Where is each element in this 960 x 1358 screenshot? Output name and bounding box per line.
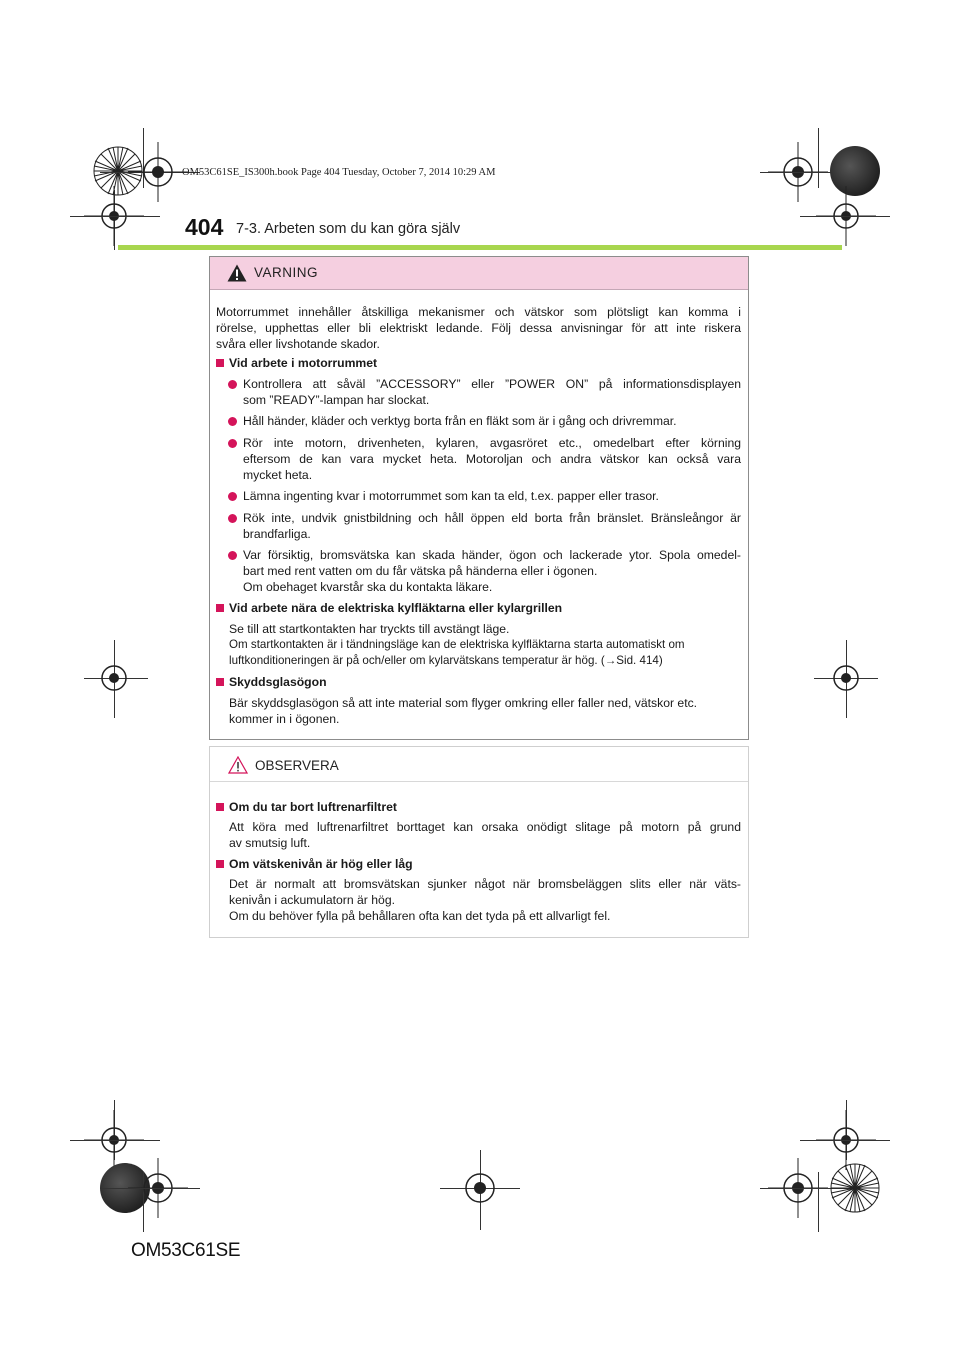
warning-bullet-line: eftersom de kan vara mycket heta. Motoroljan och andra vätskor kan också vara	[243, 452, 741, 466]
bullet-dot-icon	[228, 380, 237, 389]
warning-bullet-line: Lämna ingenting kvar i motorrummet som kan ta eld, t.ex. papper eller trasor.	[243, 489, 659, 503]
header-rule	[118, 245, 842, 250]
section-bullet-icon	[216, 604, 224, 612]
section-bullet-icon	[216, 803, 224, 811]
warning-intro-line: svåra eller livshotande skador.	[216, 337, 380, 351]
book-file-info: OM53C61SE_IS300h.book Page 404 Tuesday, October 7, 2014 10:29 AM	[182, 167, 496, 178]
caution-triangle-icon	[228, 756, 248, 774]
warning-bullet-line: Rök inte, undvik gnistbildning och håll öppen eld borta från bränslet. Bränsleångor är	[243, 511, 741, 525]
bullet-dot-icon	[228, 551, 237, 560]
registration-crosshair-icon	[816, 648, 876, 708]
warning-section-line: kommer in i ögonen.	[229, 712, 340, 726]
observera-box	[209, 746, 749, 938]
warning-bullet-line: Håll händer, kläder och verktyg borta från en fläkt som är i gång och drivremmar.	[243, 414, 677, 428]
observera-header	[210, 747, 748, 782]
warning-title: VARNING	[254, 265, 319, 280]
observera-section-heading: Om du tar bort luftrenarfiltret	[229, 800, 397, 814]
observera-section-line: Om du behöver fylla på behållaren ofta kan det tyda på ett allvarligt fel.	[229, 909, 611, 923]
warning-intro-line: rörelse, upphettas eller bli elektriskt ledande. Följ dessa anvisningar för att inte riskera	[216, 321, 741, 335]
warning-section-line: Se till att startkontakten har tryckts till avstängt läge.	[229, 622, 510, 636]
section-bullet-icon	[216, 359, 224, 367]
observera-section-line: kenivån i ackumulatorn är hög.	[229, 893, 395, 907]
warning-intro-line: Motorrummet innehåller åtskilliga mekanismer och vätskor som plötsligt kan komma i	[216, 305, 741, 319]
warning-section-heading: Skyddsglasögon	[229, 675, 327, 689]
warning-header	[210, 257, 748, 290]
bullet-dot-icon	[228, 417, 237, 426]
warning-bullet-line: Om obehaget kvarstår ska du kontakta läkare.	[243, 580, 493, 594]
warning-section-line: luftkonditioneringen är på och/eller om kylarvätskans temperatur är hög. (→Sid. 414)	[229, 654, 663, 667]
bullet-dot-icon	[228, 514, 237, 523]
page-number: 404	[185, 214, 224, 240]
warning-section-heading: Vid arbete nära de elektriska kylfläktarna eller kylargrillen	[229, 601, 563, 615]
section-bullet-icon	[216, 860, 224, 868]
section-title: 7-3. Arbeten som du kan göra själv	[236, 221, 461, 237]
warning-bullet-line: mycket heta.	[243, 468, 313, 482]
warning-box	[209, 256, 749, 740]
section-bullet-icon	[216, 678, 224, 686]
registration-crosshair-icon	[84, 648, 144, 708]
warning-bullet-line: Kontrollera att såväl ”ACCESSORY” eller ”POWER ON” på informationsdisplayen	[243, 377, 741, 391]
warning-triangle-icon	[227, 264, 247, 282]
observera-section-line: Att köra med luftrenarfiltret borttaget kan orsaka onödigt slitage på motorn på grund	[229, 820, 741, 834]
footer-manual-code: OM53C61SE	[131, 1240, 241, 1261]
warning-bullet-line: Rör inte motorn, drivenheten, kylaren, avgasröret etc., omedelbart efter körning	[243, 436, 741, 450]
warning-bullet-line: brandfarliga.	[243, 527, 311, 541]
warning-bullet-line: som ”READY”-lampan har slockat.	[243, 393, 430, 407]
registration-starburst-icon	[830, 1163, 880, 1213]
observera-section-line: Det är normalt att bromsvätskan sjunker något när bromsbeläggen slits eller när väts-	[229, 877, 741, 891]
warning-bullet-line: bart med rent vatten om du får vätska på händerna eller i ögonen.	[243, 564, 598, 578]
warning-section-line: Om startkontakten är i tändningsläge kan de elektriska kylfläktarna starta automatiskt om	[229, 638, 685, 651]
warning-bullet-line: Var försiktig, bromsvätska kan skada händer, ögon och lackerade ytor. Spola omedel-	[243, 548, 741, 562]
registration-crosshair-icon	[450, 1158, 510, 1218]
warning-section-line: Bär skyddsglasögon så att inte material som flyger omkring eller faller ned, vätskor etc.	[229, 696, 698, 710]
warning-section-heading: Vid arbete i motorrummet	[229, 356, 378, 370]
observera-title: OBSERVERA	[255, 758, 339, 773]
observera-section-heading: Om vätskenivån är hög eller låg	[229, 857, 413, 871]
observera-section-line: av smutsig luft.	[229, 836, 311, 850]
bullet-dot-icon	[228, 439, 237, 448]
bullet-dot-icon	[228, 492, 237, 501]
